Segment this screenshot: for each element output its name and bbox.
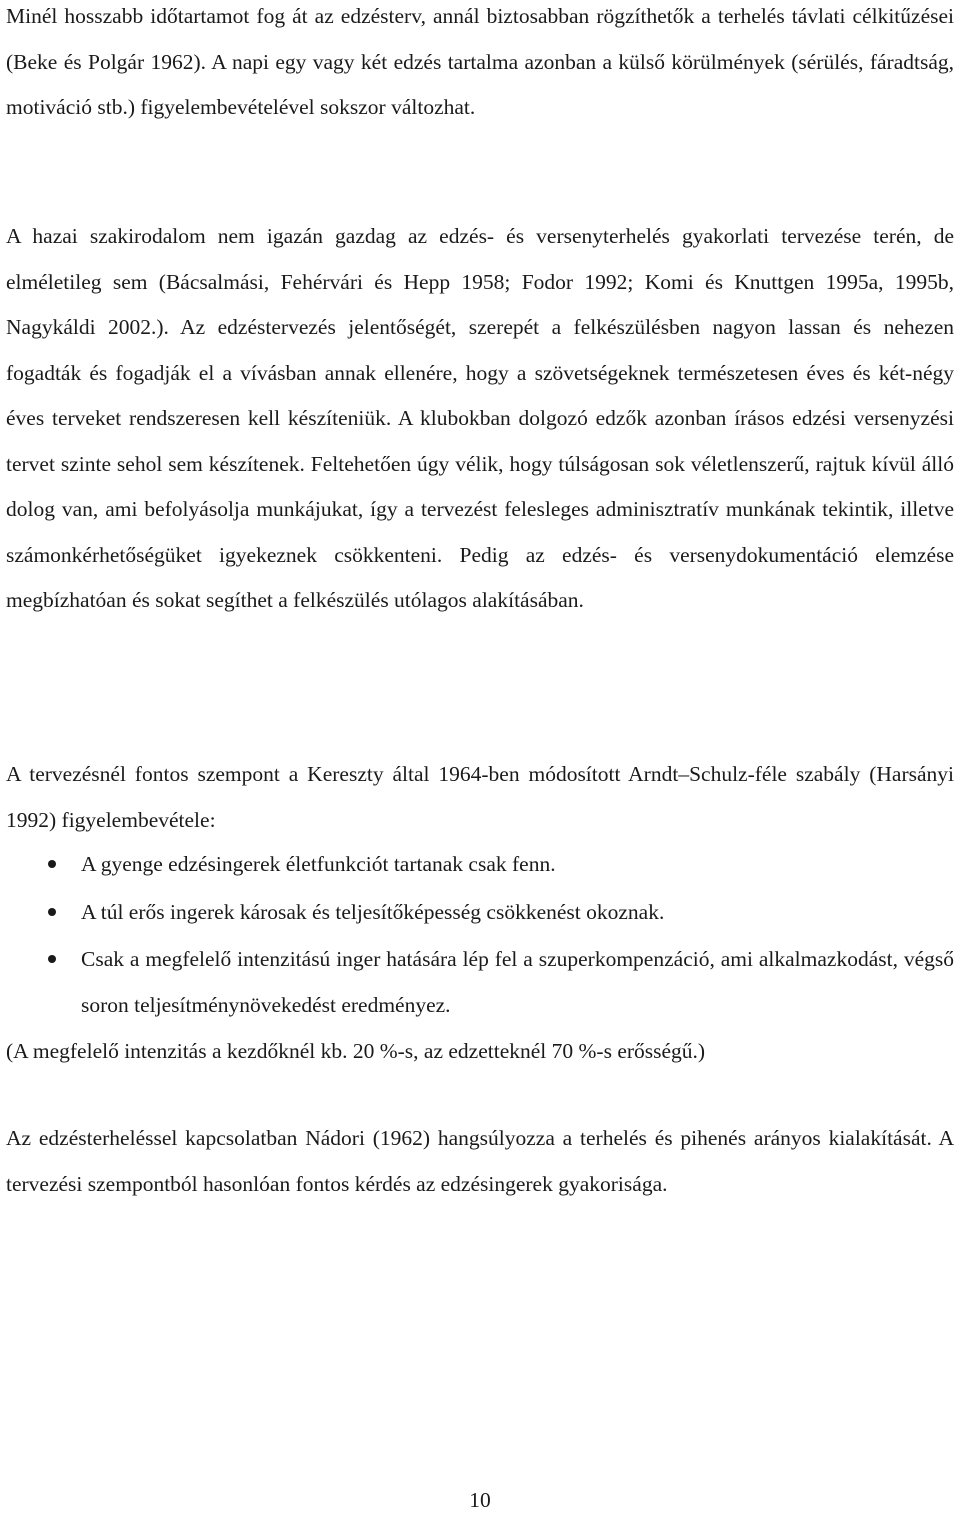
bullet-icon	[48, 860, 56, 868]
list-item-text: A gyenge edzésingerek életfunkciót tartanak csak fenn.	[81, 852, 556, 876]
paragraph-load-and-rest: Az edzésterheléssel kapcsolatban Nádori (1962) hangsúlyozza a terhelés és pihenés arányos kialakítását. A tervezési szempontból hasonlóan fontos kérdés az edzésingerek gyakorisága.	[6, 1126, 954, 1196]
list-item-text: A túl erős ingerek károsak és teljesítőképesség csökkenést okoznak.	[81, 899, 665, 924]
list-item	[6, 890, 954, 936]
paragraph-training-plan-duration: Minél hosszabb időtartamot fog át az edzésterv, annál biztosabban rögzíthetők a terhelés távlati célkitűzései (Beke és Polgár 1962). A napi egy vagy két edzés tartalma azonban a külső körülmények (sérülés, fáradtság, motiváció stb.) figyelembevételével sokszor változhat.	[6, 4, 954, 119]
bullet-icon	[48, 955, 56, 963]
list-item	[6, 937, 954, 1028]
paragraph-intensity-note: (A megfelelő intenzitás a kezdőknél kb. 20 %-s, az edzetteknél 70 %-s erősségű.)	[6, 1039, 706, 1063]
list-item	[6, 842, 954, 888]
list-item-text: Csak a megfelelő intenzitású inger hatására lép fel a szuperkompenzáció, ami alkalmazkodást, végső soron teljesítménynövekedést eredményez.	[81, 947, 954, 1017]
bullet-icon	[48, 908, 56, 916]
page-number: 10	[469, 1488, 491, 1512]
paragraph-domestic-literature: A hazai szakirodalom nem igazán gazdag az edzés- és versenyterhelés gyakorlati tervezése terén, de elméletileg sem (Bácsalmási, Fehérvári és Hepp 1958; Fodor 1992; Komi és Knuttgen 1995a, 1995b, Nagykáldi 2002.). Az edzéstervezés jelentőségét, szerepét a felkészülésben nagyon lassan és nehezen fogadták és fogadják el a vívásban annak ellenére, hogy a szövetségeknek természetesen éves és két-négy éves terveket rendszeresen kell készíteniük. A klubokban dolgozó edzők azonban írásos edzési versenyzési tervet szinte sehol sem készítenek. Feltehetően úgy vélik, hogy túlságosan sok véletlenszerű, rajtuk kívül álló dolog van, ami befolyásolja munkájukat, így a tervezést felesleges adminisztratív munkának tekintik, illetve számonkérhetőségüket igyekeznek csökkenteni. Pedig az edzés- és versenydokumentáció elemzése megbízhatóan és sokat segíthet a felkészülés utólagos alakításában.	[6, 224, 954, 612]
paragraph-arndt-schulz-rule: A tervezésnél fontos szempont a Kereszty által 1964-ben módosított Arndt–Schulz-féle szabály (Harsányi 1992) figyelembevétele:	[6, 762, 954, 832]
bullet-list-stimulus-rules	[6, 842, 954, 1028]
